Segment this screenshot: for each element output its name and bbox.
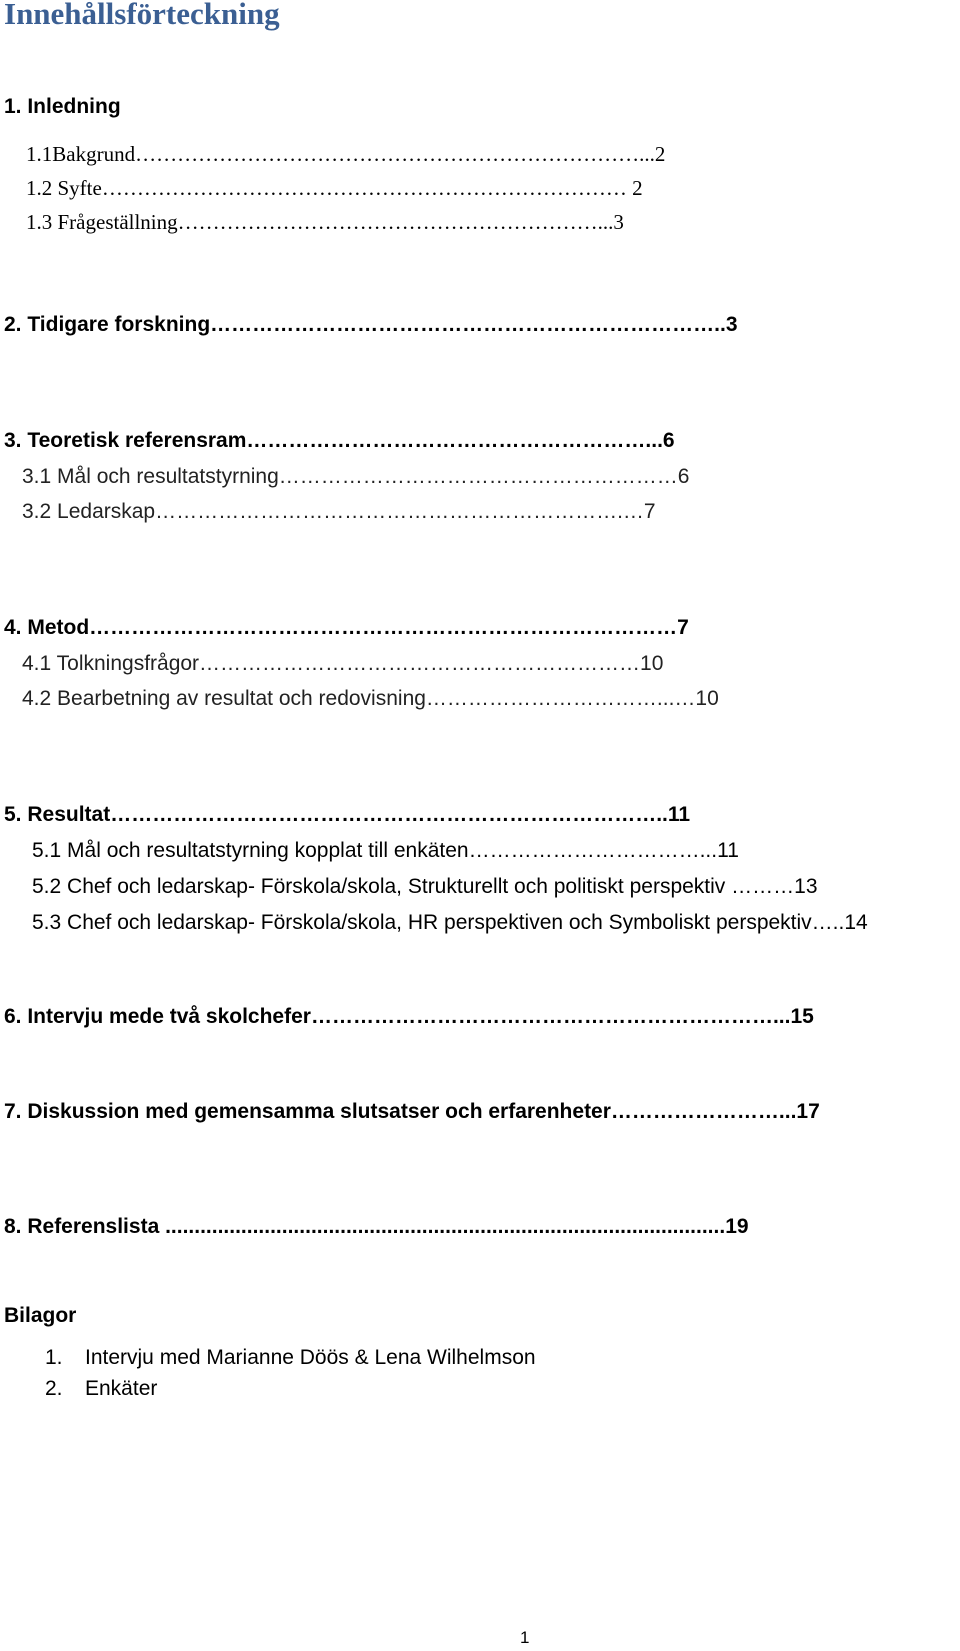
toc-heading-intervju[interactable]: 6. Intervju mede två skolchefer…………………………………………………………...15: [4, 1005, 814, 1028]
page-title: Innehållsförteckning: [4, 0, 280, 31]
toc-heading-tidigare-forskning[interactable]: 2. Tidigare forskning………………………………………………………………..3: [4, 313, 738, 336]
page-number: 1: [520, 1628, 530, 1647]
toc-entry-ledarskap[interactable]: 3.2 Ledarskap………………………………………………………….…7: [22, 500, 656, 523]
toc-entry-tolkningsfragor[interactable]: 4.1 Tolkningsfrågor………………………………………………………10: [22, 652, 664, 675]
bilagor-item: [45, 1345, 536, 1371]
bilagor-item-text: Enkäter: [85, 1377, 158, 1400]
toc-entry-strukturellt-politiskt[interactable]: 5.2 Chef och ledarskap- Förskola/skola, Strukturellt och politiskt perspektiv ………13: [32, 875, 818, 898]
toc-heading-diskussion[interactable]: 7. Diskussion med gemensamma slutsatser och erfarenheter……………………...17: [4, 1100, 820, 1123]
bilagor-item: [45, 1376, 157, 1402]
bilagor-item-number: 2.: [45, 1377, 63, 1400]
toc-heading-inledning[interactable]: 1. Inledning: [4, 95, 121, 118]
toc-heading-resultat[interactable]: 5. Resultat……………………………………………………………………..11: [4, 803, 691, 826]
toc-entry-bearbetning[interactable]: 4.2 Bearbetning av resultat och redovisning……………………………...…10: [22, 687, 719, 710]
toc-entry-bakgrund[interactable]: 1.1Bakgrund………………………………………………………………...2: [26, 142, 666, 166]
toc-entry-fragestallning[interactable]: 1.3 Frågeställning……………………………………………………...3: [26, 210, 624, 234]
toc-heading-metod[interactable]: 4. Metod…………………………………………………………………………7: [4, 616, 689, 639]
toc-heading-referenslista[interactable]: 8. Referenslista ................................................................................................19: [4, 1215, 749, 1238]
toc-entry-syfte[interactable]: 1.2 Syfte………………………………………………………………… 2: [26, 176, 643, 200]
toc-entry-hr-symboliskt[interactable]: 5.3 Chef och ledarskap- Förskola/skola, HR perspektiven och Symboliskt perspektiv…..14: [32, 911, 868, 934]
toc-entry-mal-enkaten[interactable]: 5.1 Mål och resultatstyrning kopplat till enkäten……………………………...11: [32, 839, 739, 862]
toc-heading-teoretisk-referensram[interactable]: 3. Teoretisk referensram…………………………………………………...6: [4, 429, 675, 452]
toc-entry-mal-och-resultatstyrning[interactable]: 3.1 Mål och resultatstyrning…………………………………………………6: [22, 465, 690, 488]
bilagor-item-number: 1.: [45, 1346, 63, 1369]
bilagor-item-text: Intervju med Marianne Döös & Lena Wilhelmson: [85, 1346, 536, 1369]
bilagor-heading: Bilagor: [4, 1304, 77, 1327]
